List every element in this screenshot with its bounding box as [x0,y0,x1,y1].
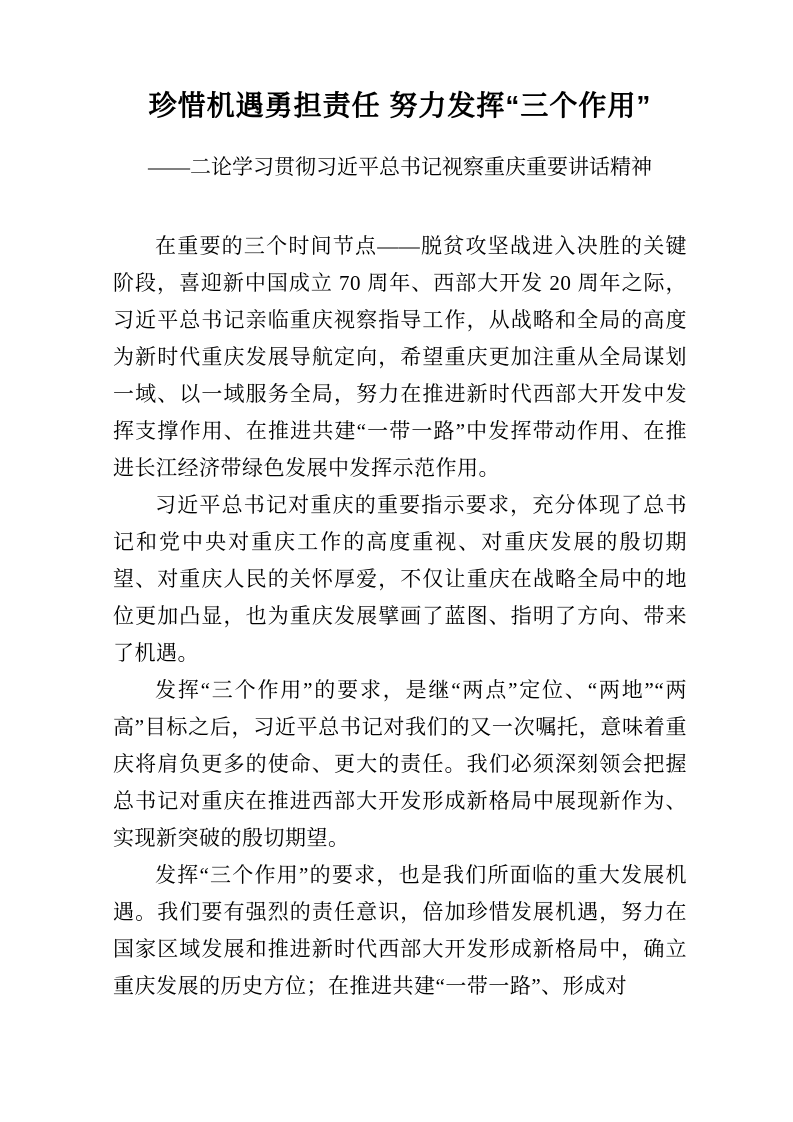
paragraph: 发挥“三个作用”的要求，也是我们所面临的重大发展机遇。我们要有强烈的责任意识，倍加珍惜发展机遇，努力在国家区域发展和推进新时代西部大开发形成新格局中，确立重庆发展的历史方位；在推进共建“一带一路”、形成对 [113,863,687,998]
article-title: 珍惜机遇勇担责任 努力发挥“三个作用” [148,90,652,121]
paragraph: 在重要的三个时间节点——脱贫攻坚战进入决胜的关键阶段，喜迎新中国成立 70 周年、西部大开发 20 周年之际，习近平总书记亲临重庆视察指导工作，从战略和全局的高度为新时代重庆发展导航定向，希望重庆更加注重从全局谋划一域、以一域服务全局，努力在推进新时代西部大开发中发挥支撑作用、在推进共建“一带一路”中发挥带动作用、在推进长江经济带绿色发展中发挥示范作用。 [113,234,687,480]
article-subtitle: ——二论学习贯彻习近平总书记视察重庆重要讲话精神 [148,155,652,179]
paragraph: 发挥“三个作用”的要求，是继“两点”定位、“两地”“两高”目标之后，习近平总书记对我们的又一次嘱托，意味着重庆将肩负更多的使命、更大的责任。我们必须深刻领会把握总书记对重庆在推进西部大开发形成新格局中展现新作为、实现新突破的殷切期望。 [113,678,687,850]
article-body [113,228,687,1005]
paragraph: 习近平总书记对重庆的重要指示要求，充分体现了总书记和党中央对重庆工作的高度重视、对重庆发展的殷切期望、对重庆人民的关怀厚爱，不仅让重庆在战略全局中的地位更加凸显，也为重庆发展擘画了蓝图、指明了方向、带来了机遇。 [113,493,687,665]
